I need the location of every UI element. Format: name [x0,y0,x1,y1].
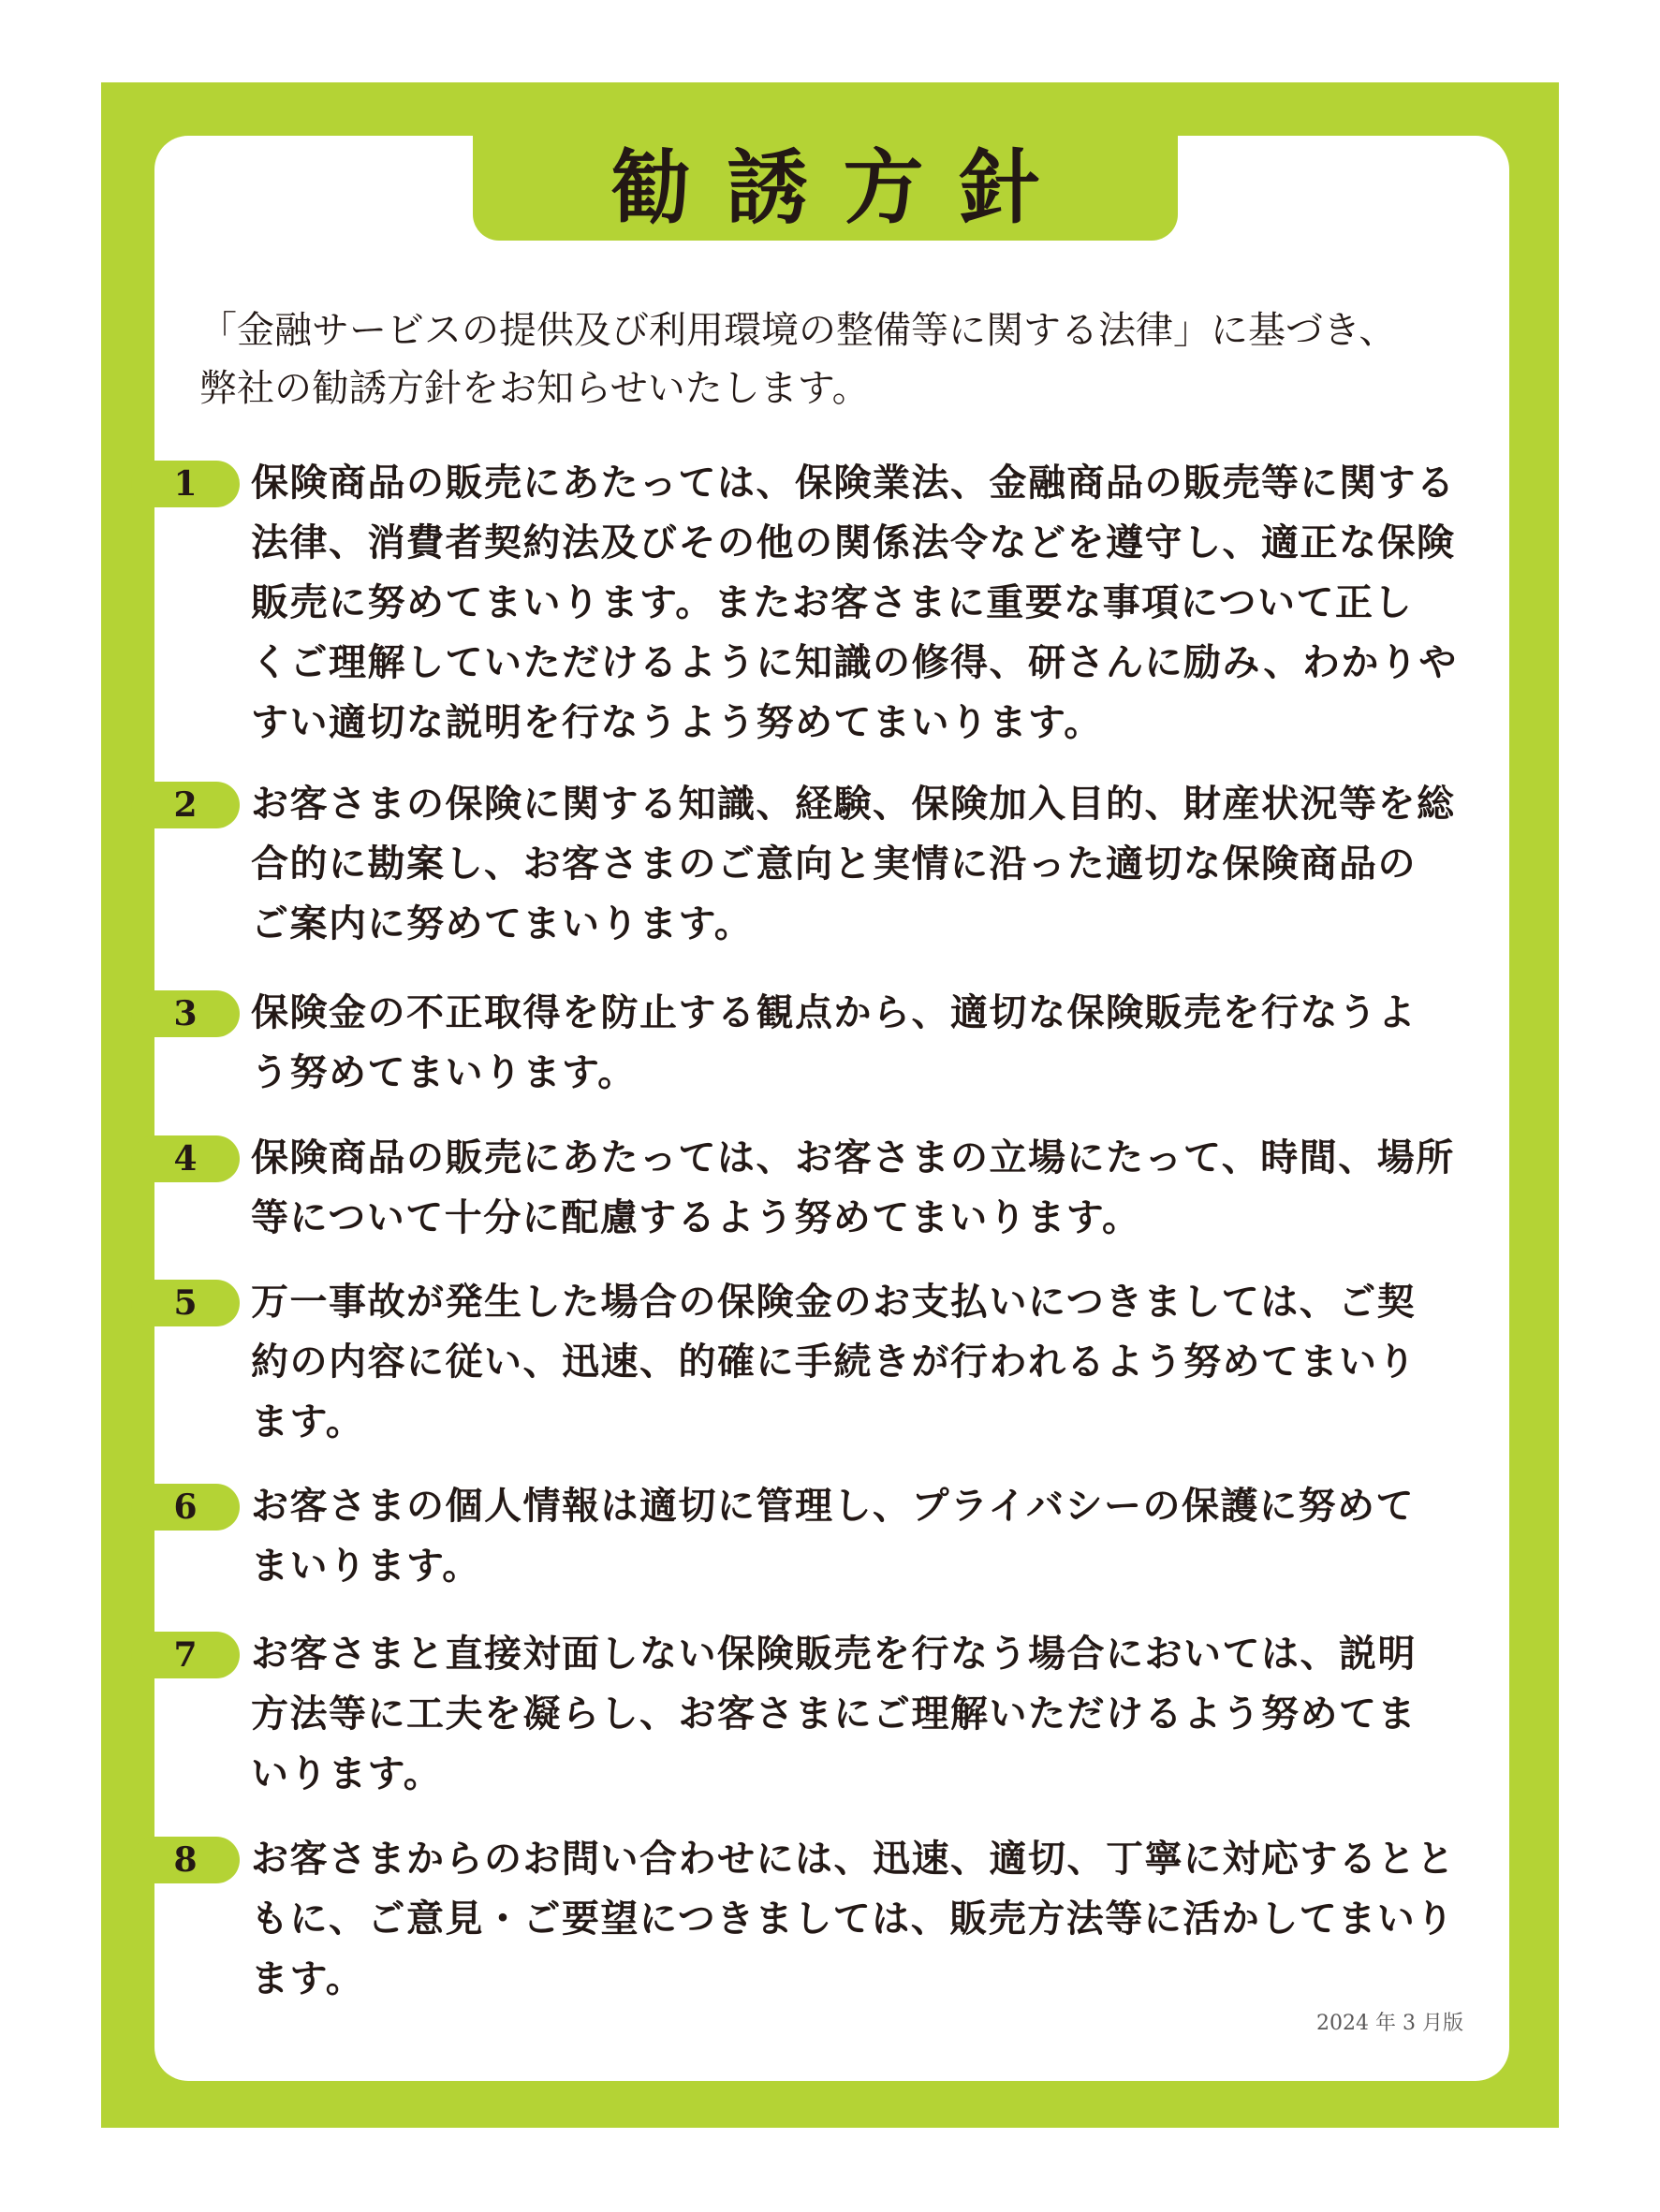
edition-label: 2024 年 3 月版 [1316,2012,1463,2035]
intro-text: 「金融サービスの提供及び利用環境の整備等に関する法律」に基づき、 弊社の勧誘方針をお知らせいたします。 [199,309,1397,410]
title-banner [473,136,1178,241]
item-number-badge [131,461,240,507]
item-number: 3 [173,994,198,1033]
item-text: 万一事故が発生した場合の保険金のお支払いにつきましては、ご契 約の内容に従い、迅速、的確に手続きが行われるよう努めてまいり ます。 [251,1280,1417,1443]
page-title: 勧誘方針 [610,141,1076,235]
item-number-badge [131,1135,240,1182]
item-number: 5 [173,1283,198,1323]
item-number-badge [131,1280,240,1326]
item-text: お客さまと直接対面しない保険販売を行なう場合においては、説明 方法等に工夫を凝らし、お客さまにご理解いただけるよう努めてま いります。 [251,1632,1417,1795]
item-number-badge [131,1484,240,1531]
item-number-badge [131,990,240,1037]
item-number-badge [131,1837,240,1883]
item-number: 1 [173,464,198,504]
item-text: お客さまの個人情報は適切に管理し、プライバシーの保護に努めて まいります。 [251,1484,1415,1588]
item-text: 保険商品の販売にあたっては、保険業法、金融商品の販売等に関する 法律、消費者契約法及びその他の関係法令などを遵守し、適正な保険 販売に努めてまいります。またお客さまに重要な事項について正し くご理解していただけるように知識の修得、研さんに励み、わかりや すい適切な説明を行なうよう努めてまいります。 [251,461,1458,744]
item-number-badge [131,1632,240,1678]
item-number: 8 [173,1840,198,1880]
item-text: お客さまからのお問い合わせには、迅速、適切、丁寧に対応するとと もに、ご意見・ご要望につきましては、販売方法等に活かしてまいり ます。 [251,1837,1456,2000]
item-number: 6 [173,1487,198,1527]
item-number: 2 [173,785,198,825]
item-number: 4 [173,1139,198,1179]
item-number: 7 [173,1635,198,1675]
item-text: お客さまの保険に関する知識、経験、保険加入目的、財産状況等を総 合的に勘案し、お客さまのご意向と実情に沿った適切な保険商品の ご案内に努めてまいります。 [251,782,1456,945]
item-number-badge [131,782,240,828]
item-text: 保険金の不正取得を防止する観点から、適切な保険販売を行なうよ う努めてまいります。 [251,990,1417,1094]
item-text: 保険商品の販売にあたっては、お客さまの立場にたって、時間、場所 等について十分に配慮するよう努めてまいります。 [251,1135,1455,1239]
